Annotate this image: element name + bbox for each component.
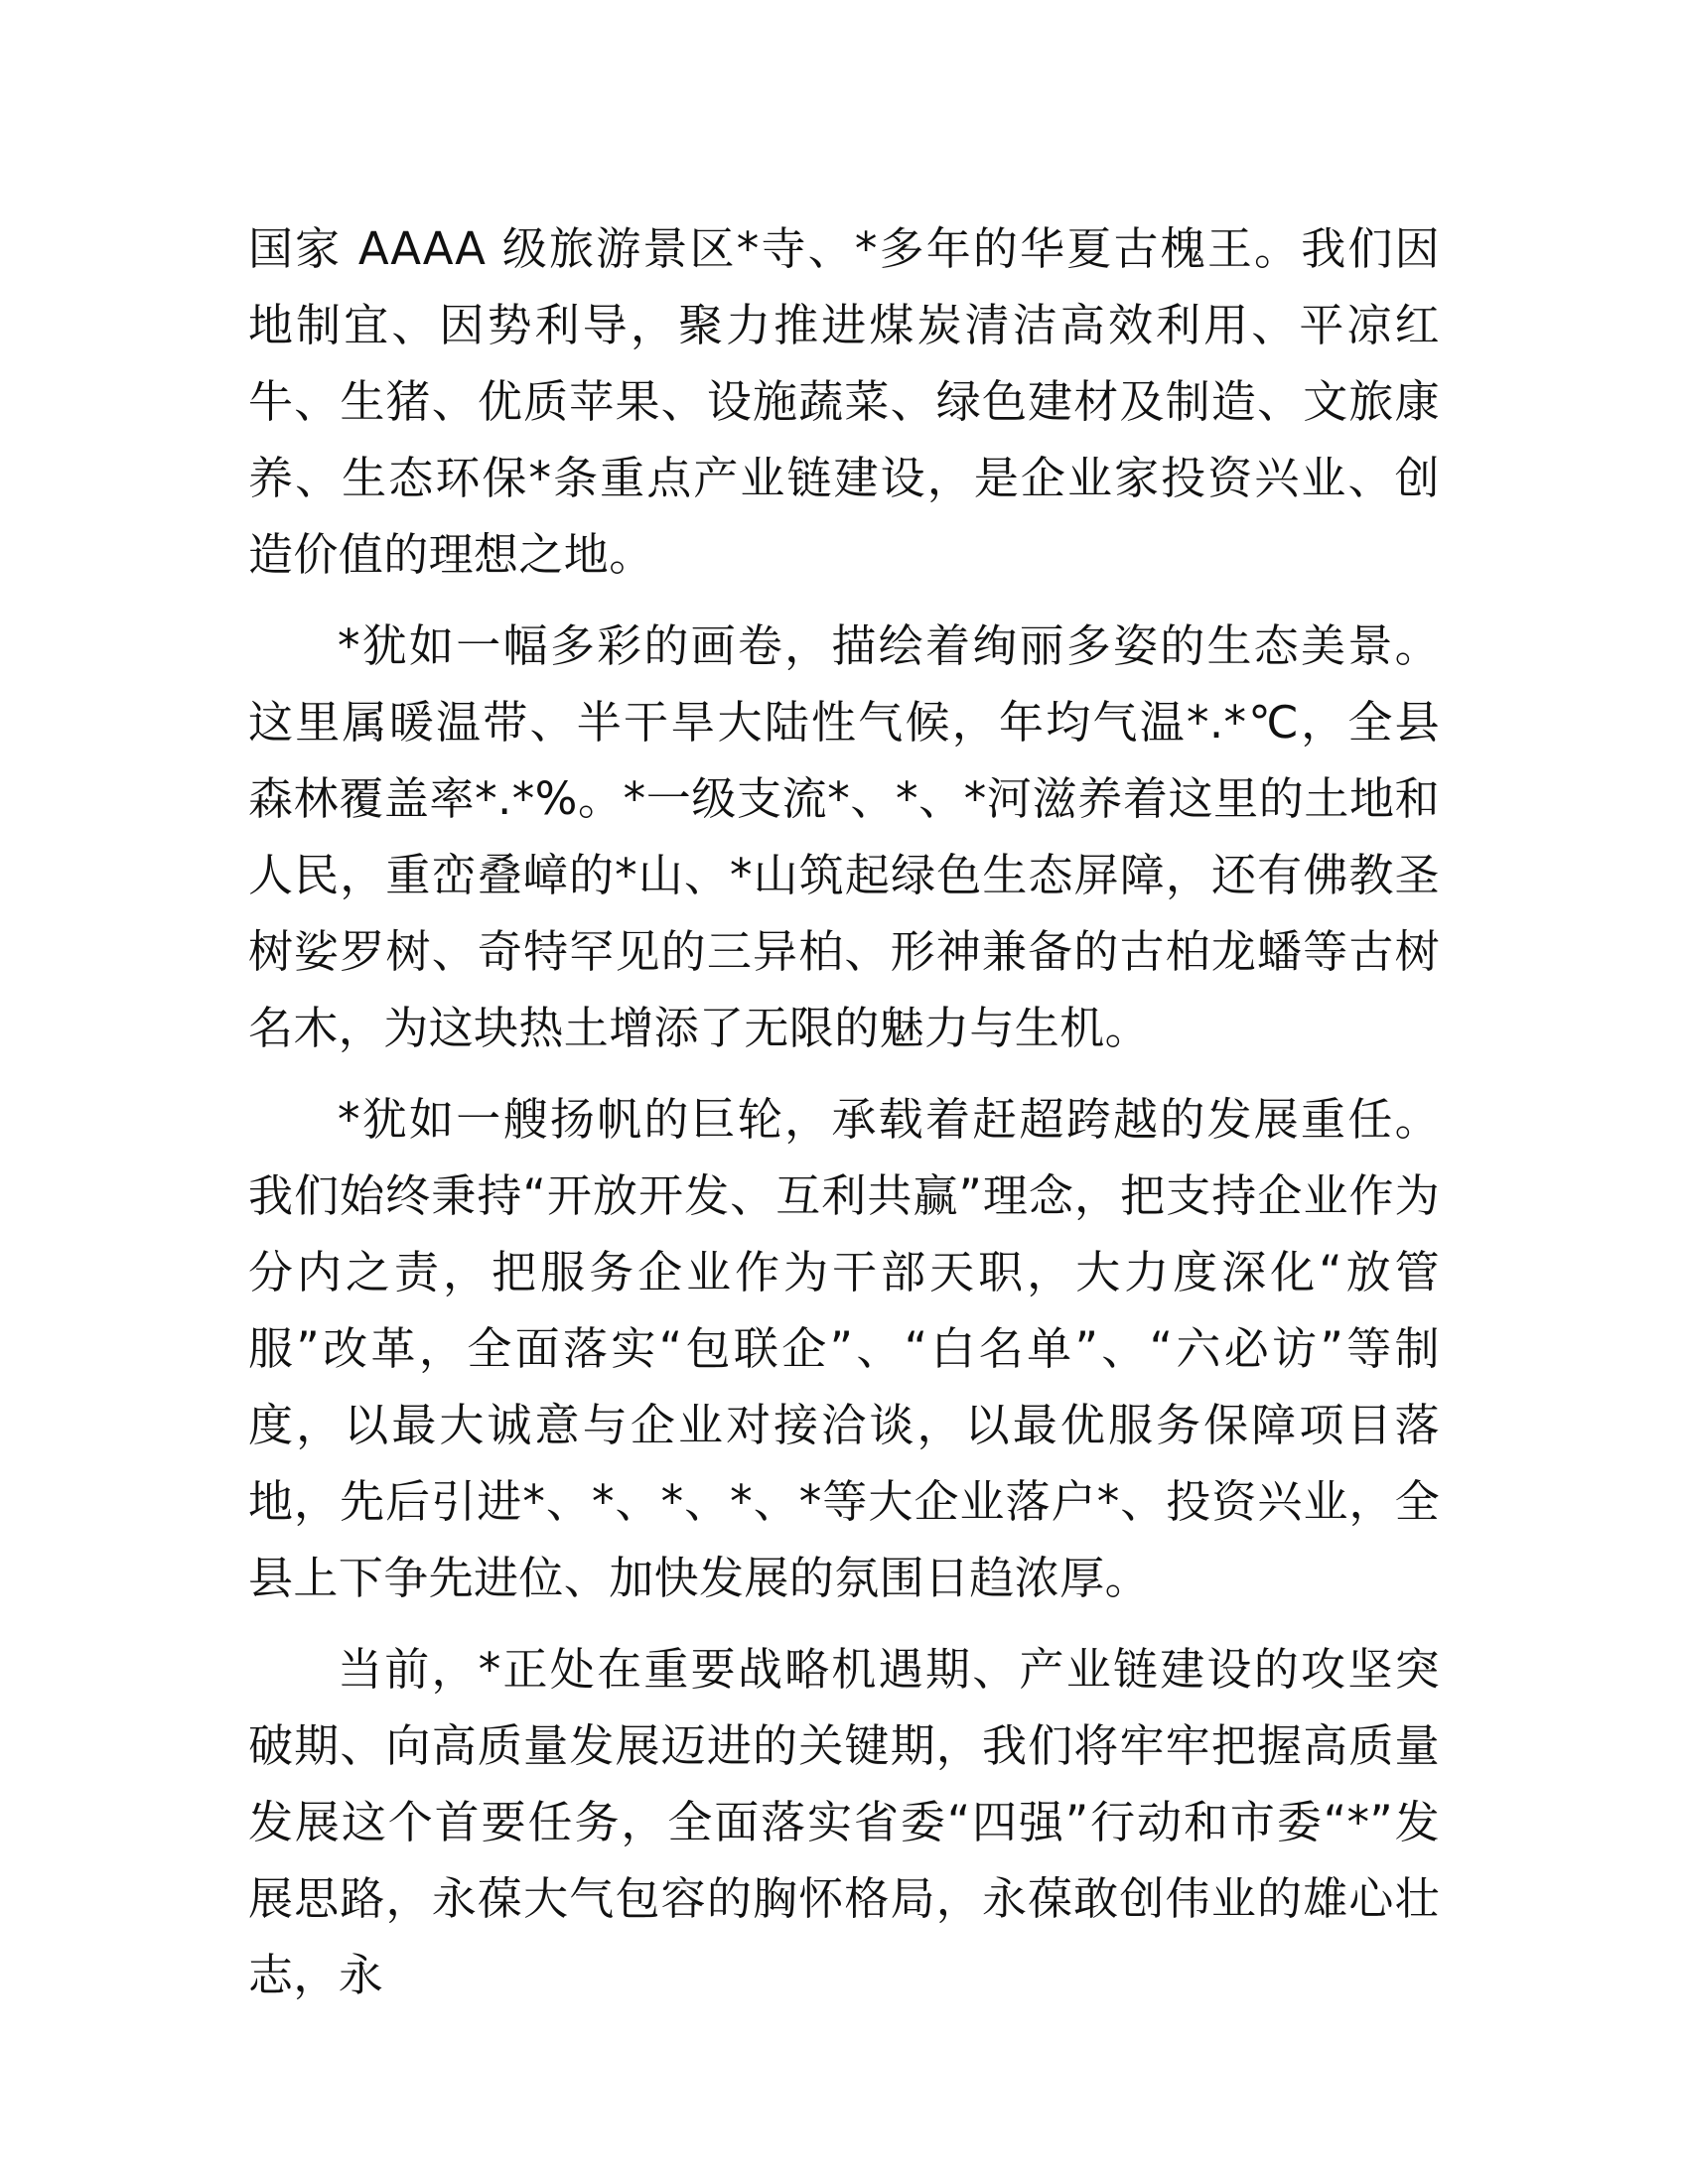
document-body	[248, 210, 1440, 2028]
paragraph-2: *犹如一幅多彩的画卷，描绘着绚丽多姿的生态美景。这里属暖温带、半干旱大陆性气候，年均气温*.*℃，全县森林覆盖率*.*%。*一级支流*、*、*河滋养着这里的土地和人民，重峦叠嶂的*山、*山筑起绿色生态屏障，还有佛教圣树娑罗树、奇特罕见的三异柏、形神兼备的古柏龙蟠等古树名木，为这块热土增添了无限的魅力与生机。	[248, 619, 1440, 1054]
paragraph-4: 当前，*正处在重要战略机遇期、产业链建设的攻坚突破期、向高质量发展迈进的关键期，我们将牢牢把握高质量发展这个首要任务，全面落实省委“四强”行动和市委“*”发展思路，永葆大气包容的胸怀格局，永葆敢创伟业的雄心壮志，永	[248, 1643, 1440, 2001]
paragraph-3: *犹如一艘扬帆的巨轮，承载着赶超跨越的发展重任。我们始终秉持“开放开发、互利共赢”理念，把支持企业作为分内之责，把服务企业作为干部天职，大力度深化“放管服”改革，全面落实“包联企”、“白名单”、“六必访”等制度，以最大诚意与企业对接洽谈，以最优服务保障项目落地，先后引进*、*、*、*、*等大企业落户*、投资兴业，全县上下争先进位、加快发展的氛围日趋浓厚。	[248, 1093, 1440, 1604]
paragraph-1: 国家 AAAA 级旅游景区*寺、*多年的华夏古槐王。我们因地制宜、因势利导，聚力推进煤炭清洁高效利用、平凉红牛、生猪、优质苹果、设施蔬菜、绿色建材及制造、文旅康养、生态环保*条重点产业链建设，是企业家投资兴业、创造价值的理想之地。	[248, 222, 1440, 581]
